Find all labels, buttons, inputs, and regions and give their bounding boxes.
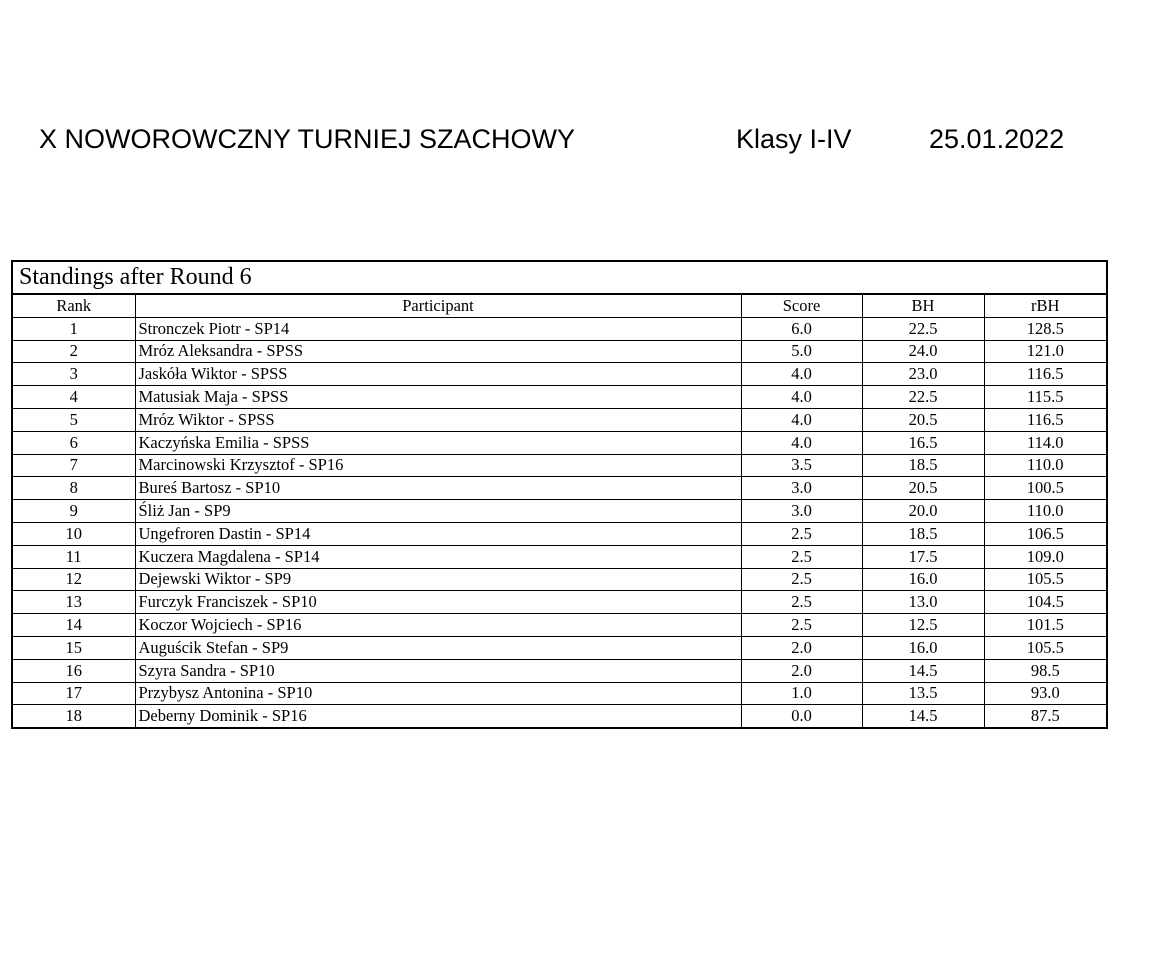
cell-participant: Deberny Dominik - SP16: [135, 705, 741, 727]
cell-rank: 15: [13, 636, 135, 659]
cell-participant: Matusiak Maja - SPSS: [135, 386, 741, 409]
table-row: [13, 636, 1106, 659]
table-header-row: [13, 295, 1106, 317]
cell-participant: Mróz Aleksandra - SPSS: [135, 340, 741, 363]
cell-bh: 20.5: [862, 477, 984, 500]
cell-rbh: 110.0: [984, 454, 1106, 477]
cell-score: 2.5: [741, 614, 862, 637]
cell-participant: Koczor Wojciech - SP16: [135, 614, 741, 637]
cell-score: 2.0: [741, 636, 862, 659]
cell-rbh: 87.5: [984, 705, 1106, 727]
table-row: [13, 408, 1106, 431]
cell-rbh: 105.5: [984, 568, 1106, 591]
cell-score: 4.0: [741, 408, 862, 431]
cell-bh: 13.5: [862, 682, 984, 705]
standings-title: Standings after Round 6: [13, 262, 1106, 295]
standings-table: [13, 295, 1106, 727]
table-row: [13, 363, 1106, 386]
table-row: [13, 614, 1106, 637]
standings-body: [13, 317, 1106, 727]
table-row: [13, 545, 1106, 568]
table-row: [13, 317, 1106, 340]
column-header-rank: Rank: [13, 295, 135, 317]
cell-bh: 20.5: [862, 408, 984, 431]
tournament-title: X NOWOROWCZNY TURNIEJ SZACHOWY: [39, 124, 576, 154]
cell-rank: 5: [13, 408, 135, 431]
cell-rbh: 93.0: [984, 682, 1106, 705]
cell-bh: 16.0: [862, 568, 984, 591]
cell-participant: Kuczera Magdalena - SP14: [135, 545, 741, 568]
cell-rbh: 115.5: [984, 386, 1106, 409]
cell-bh: 18.5: [862, 454, 984, 477]
cell-bh: 13.0: [862, 591, 984, 614]
cell-rbh: 105.5: [984, 636, 1106, 659]
cell-rank: 8: [13, 477, 135, 500]
cell-rbh: 116.5: [984, 408, 1106, 431]
cell-score: 2.0: [741, 659, 862, 682]
cell-participant: Śliż Jan - SP9: [135, 500, 741, 523]
table-row: [13, 568, 1106, 591]
cell-rank: 3: [13, 363, 135, 386]
cell-rank: 14: [13, 614, 135, 637]
table-row: [13, 454, 1106, 477]
cell-participant: Jaskóła Wiktor - SPSS: [135, 363, 741, 386]
cell-score: 3.5: [741, 454, 862, 477]
cell-rank: 10: [13, 522, 135, 545]
cell-bh: 17.5: [862, 545, 984, 568]
class-label: Klasy I-IV: [736, 124, 852, 154]
cell-score: 2.5: [741, 591, 862, 614]
cell-rank: 16: [13, 659, 135, 682]
cell-rbh: 109.0: [984, 545, 1106, 568]
cell-score: 2.5: [741, 522, 862, 545]
standings-table-box: [11, 260, 1108, 729]
cell-rank: 6: [13, 431, 135, 454]
cell-score: 1.0: [741, 682, 862, 705]
cell-rbh: 100.5: [984, 477, 1106, 500]
cell-rbh: 116.5: [984, 363, 1106, 386]
cell-score: 4.0: [741, 363, 862, 386]
cell-participant: Stronczek Piotr - SP14: [135, 317, 741, 340]
cell-bh: 16.0: [862, 636, 984, 659]
table-row: [13, 659, 1106, 682]
cell-rank: 13: [13, 591, 135, 614]
cell-rbh: 114.0: [984, 431, 1106, 454]
column-header-bh: BH: [862, 295, 984, 317]
table-row: [13, 682, 1106, 705]
cell-rank: 2: [13, 340, 135, 363]
cell-rank: 17: [13, 682, 135, 705]
cell-bh: 24.0: [862, 340, 984, 363]
cell-bh: 22.5: [862, 386, 984, 409]
cell-participant: Furczyk Franciszek - SP10: [135, 591, 741, 614]
cell-participant: Marcinowski Krzysztof - SP16: [135, 454, 741, 477]
cell-score: 6.0: [741, 317, 862, 340]
cell-bh: 12.5: [862, 614, 984, 637]
cell-score: 2.5: [741, 545, 862, 568]
cell-rbh: 128.5: [984, 317, 1106, 340]
cell-participant: Szyra Sandra - SP10: [135, 659, 741, 682]
cell-score: 2.5: [741, 568, 862, 591]
cell-rbh: 110.0: [984, 500, 1106, 523]
cell-rank: 1: [13, 317, 135, 340]
cell-score: 4.0: [741, 431, 862, 454]
cell-bh: 23.0: [862, 363, 984, 386]
cell-bh: 20.0: [862, 500, 984, 523]
tournament-date: 25.01.2022: [929, 124, 1065, 154]
table-row: [13, 386, 1106, 409]
table-row: [13, 705, 1106, 727]
cell-bh: 14.5: [862, 705, 984, 727]
table-row: [13, 500, 1106, 523]
table-row: [13, 340, 1106, 363]
column-header-score: Score: [741, 295, 862, 317]
page-header: [0, 121, 1162, 157]
table-row: [13, 431, 1106, 454]
cell-rbh: 104.5: [984, 591, 1106, 614]
table-row: [13, 591, 1106, 614]
table-row: [13, 522, 1106, 545]
cell-score: 0.0: [741, 705, 862, 727]
cell-rank: 7: [13, 454, 135, 477]
table-row: [13, 477, 1106, 500]
cell-participant: Przybysz Antonina - SP10: [135, 682, 741, 705]
cell-participant: Ungefroren Dastin - SP14: [135, 522, 741, 545]
cell-participant: Bureś Bartosz - SP10: [135, 477, 741, 500]
cell-rbh: 101.5: [984, 614, 1106, 637]
cell-participant: Kaczyńska Emilia - SPSS: [135, 431, 741, 454]
cell-bh: 22.5: [862, 317, 984, 340]
cell-score: 3.0: [741, 500, 862, 523]
cell-rbh: 106.5: [984, 522, 1106, 545]
column-header-participant: Participant: [135, 295, 741, 317]
cell-rbh: 121.0: [984, 340, 1106, 363]
cell-rank: 12: [13, 568, 135, 591]
cell-participant: Mróz Wiktor - SPSS: [135, 408, 741, 431]
cell-bh: 16.5: [862, 431, 984, 454]
cell-rbh: 98.5: [984, 659, 1106, 682]
cell-score: 4.0: [741, 386, 862, 409]
cell-bh: 14.5: [862, 659, 984, 682]
cell-participant: Auguścik Stefan - SP9: [135, 636, 741, 659]
cell-rank: 18: [13, 705, 135, 727]
cell-score: 3.0: [741, 477, 862, 500]
column-header-rbh: rBH: [984, 295, 1106, 317]
cell-rank: 11: [13, 545, 135, 568]
cell-rank: 9: [13, 500, 135, 523]
cell-bh: 18.5: [862, 522, 984, 545]
cell-participant: Dejewski Wiktor - SP9: [135, 568, 741, 591]
cell-score: 5.0: [741, 340, 862, 363]
cell-rank: 4: [13, 386, 135, 409]
